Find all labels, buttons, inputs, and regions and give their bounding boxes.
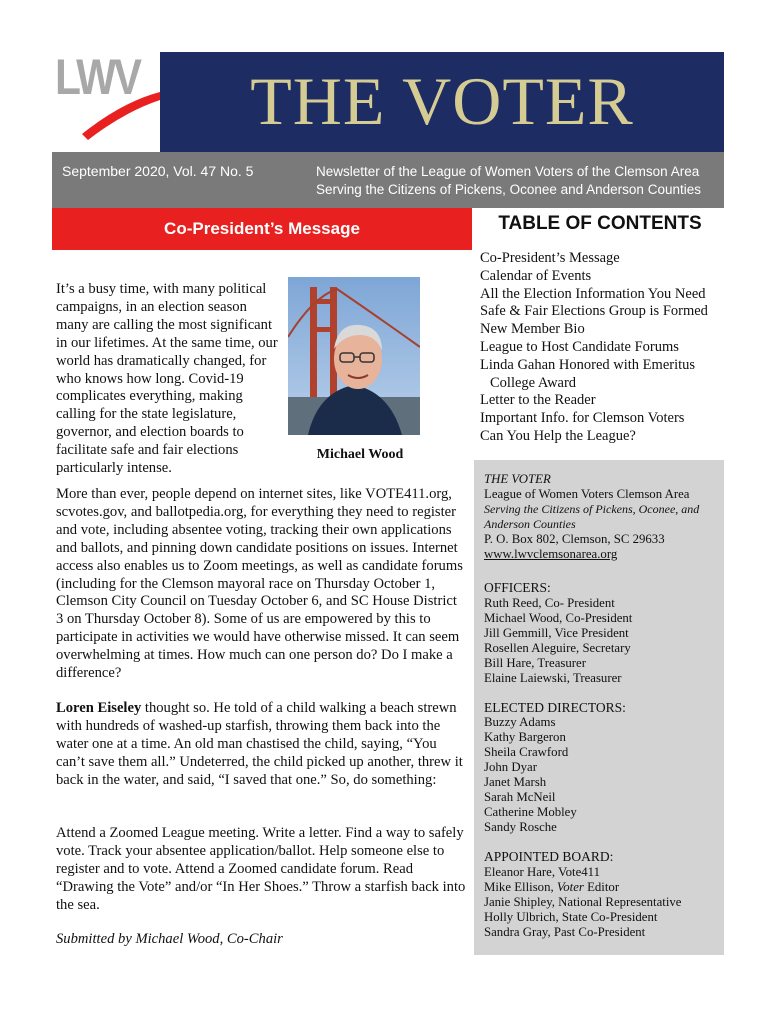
masthead-sidebar xyxy=(474,460,724,955)
tagline-line-1: Newsletter of the League of Women Voters of the Clemson Area xyxy=(316,164,700,179)
board-entry xyxy=(484,880,619,895)
photo-caption: Michael Wood xyxy=(316,447,404,462)
sidebar-website-link[interactable]: www.lwvclemsonarea.org xyxy=(484,547,618,561)
article-heading: Co-President’s Message xyxy=(164,219,360,238)
toc-item[interactable]: Letter to the Reader xyxy=(480,392,596,409)
toc-item[interactable]: League to Host Candidate Forums xyxy=(480,338,679,355)
issue-label: September 2020, Vol. 47 No. 5 xyxy=(62,163,254,179)
lwv-logo-text: LWV xyxy=(55,49,140,105)
officer-entry: Elaine Laiewski, Treasurer xyxy=(484,671,622,685)
author-photo xyxy=(288,277,420,435)
voter-italic: Voter xyxy=(556,880,584,894)
director-entry: Kathy Bargeron xyxy=(484,730,566,744)
toc-item[interactable]: Important Info. for Clemson Voters xyxy=(480,410,685,427)
toc-title: TABLE OF CONTENTS xyxy=(498,213,702,234)
toc-item[interactable]: Safe & Fair Elections Group is Formed xyxy=(480,303,708,320)
officer-entry: Bill Hare, Treasurer xyxy=(484,656,587,670)
officer-entry: Rosellen Aleguire, Secretary xyxy=(484,641,631,655)
article-heading-banner xyxy=(52,208,472,250)
officers-heading: OFFICERS: xyxy=(484,580,551,595)
director-entry: Sheila Crawford xyxy=(484,745,569,759)
sidebar-serving-1: Serving the Citizens of Pickens, Oconee, and xyxy=(484,502,700,516)
sidebar-org: League of Women Voters Clemson Area xyxy=(484,487,690,501)
officer-entry: Ruth Reed, Co- President xyxy=(484,596,615,610)
tagline-line-2: Serving the Citizens of Pickens, Oconee and Anderson Counties xyxy=(316,182,701,197)
director-entry: Janet Marsh xyxy=(484,775,547,789)
toc-item[interactable]: Can You Help the League? xyxy=(480,427,636,444)
board-entry: Janie Shipley, National Representative xyxy=(484,895,682,909)
director-entry: John Dyar xyxy=(484,760,537,774)
newsletter-title: THE VOTER xyxy=(250,63,634,139)
officer-entry: Jill Gemmill, Vice President xyxy=(484,626,629,640)
director-entry: Catherine Mobley xyxy=(484,805,577,819)
article-paragraph-2: More than ever, people depend on internet sites, like VOTE411.org, scvotes.gov, and ballotpedia.org, for everything they need to register and vote, including absentee voting, tracking their own applications and ballots, and pinning down candidate positions on issues. Internet access also enables us to Zoom meetings, as well as candidate forums (including for the Clemson mayoral race on Thursday October 1, Clemson City Council on Tuesday October 6, and SC House District 3 on Thursday October 8). Some of us are empowered by this to participate in activities we would have otherwise missed. It can seem overwhelming at times. How much can one person do? Do I make a difference? xyxy=(56,486,463,682)
director-entry: Sandy Rosche xyxy=(484,820,557,834)
sidebar-pub-title: THE VOTER xyxy=(484,472,551,486)
toc-item[interactable]: Co-President’s Message xyxy=(480,250,620,266)
directors-heading: ELECTED DIRECTORS: xyxy=(484,700,626,715)
masthead-banner xyxy=(160,52,724,152)
tagline xyxy=(316,163,701,199)
board-entry: Eleanor Hare, Vote411 xyxy=(484,865,600,879)
sidebar-address: P. O. Box 802, Clemson, SC 29633 xyxy=(484,532,665,546)
toc-item[interactable]: Calendar of Events xyxy=(480,267,592,284)
board-heading: APPOINTED BOARD: xyxy=(484,849,614,864)
article-signature: Submitted by Michael Wood, Co-Chair xyxy=(56,931,283,947)
sidebar-serving-2: Anderson Counties xyxy=(484,517,576,531)
board-entry: Holly Ulbrich, State Co-President xyxy=(484,910,658,924)
board-entry-name: Mike Ellison, xyxy=(484,880,557,894)
director-entry: Sarah McNeil xyxy=(484,790,556,804)
toc-item[interactable]: Linda Gahan Honored with Emeritus xyxy=(480,356,696,373)
board-entry-role: Editor xyxy=(583,880,620,894)
toc-item[interactable]: All the Election Information You Need xyxy=(480,285,706,302)
article-paragraph-3-text: thought so. He told of a child walking a beach strewn with hundreds of washed-up starfish, throwing them back into the water one at a time. An old man chastised the child, saying, “You can’t save them all.” Undeterred, the child picked up another, threw it back in the water, and said, “I saved that one.” So, do something: xyxy=(56,700,463,788)
board-entry: Sandra Gray, Past Co-President xyxy=(484,925,646,939)
officer-entry: Michael Wood, Co-President xyxy=(484,611,633,625)
article-paragraph-1: It’s a busy time, with many political campaigns, in an election season many are calling the most significant in our lifetimes. At the same time, our world has dramatically changed, for who knows how long. Covid-19 complicates everything, making calling for the state legislature, governor, and election boards to facilitate safe and fair elections particularly intense. xyxy=(56,281,278,477)
highlighted-name: Loren Eiseley xyxy=(56,700,142,716)
toc-item[interactable]: College Award xyxy=(490,374,577,391)
issue-info-bar xyxy=(52,152,724,208)
toc-item[interactable]: New Member Bio xyxy=(480,321,585,338)
director-entry: Buzzy Adams xyxy=(484,715,556,729)
article-paragraph-4: Attend a Zoomed League meeting. Write a letter. Find a way to safely vote. Track your absentee application/ballot. Help someone else to register and to vote. Attend a Zoomed candidate forum. Read “Drawing the Vote” and/or “In Her Shoes.” Throw a starfish back into the sea. xyxy=(56,825,466,913)
article-paragraph-3 xyxy=(56,700,466,790)
toc-list xyxy=(480,250,730,446)
